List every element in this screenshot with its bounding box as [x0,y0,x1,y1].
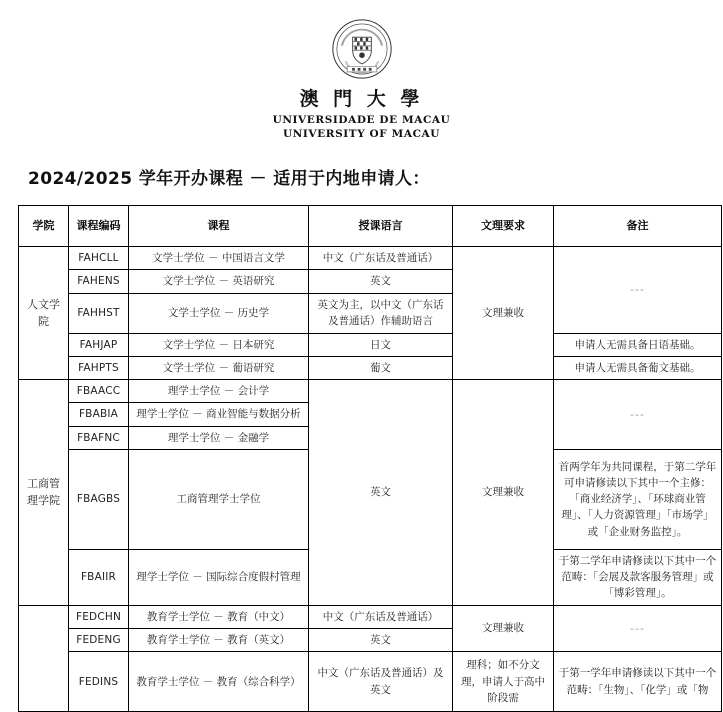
course-program: 教育学士学位 － 教育（中文） [129,605,309,628]
table-row [19,652,722,712]
table-row [19,605,722,628]
course-program: 文学士学位 － 葡语研究 [129,356,309,379]
column-header-requirement: 文理要求 [453,206,554,247]
course-remark: 于第二学年申请修读以下其中一个范畴：「会展及款客服务管理」或「博彩管理」。 [554,549,722,605]
column-header-code: 课程编码 [69,206,129,247]
course-table [18,205,722,712]
course-language: 中文（广东话及普通话）及英文 [309,652,453,712]
course-requirement: 文理兼收 [453,247,554,380]
course-program: 理学士学位 － 国际综合度假村管理 [129,549,309,605]
course-requirement: 文理兼收 [453,380,554,606]
page-title: 2024/2025 学年开办课程 － 适用于内地申请人： [28,169,430,189]
course-remark: 首两学年为共同课程，于第二学年可申请修读以下其中一个主修：「商业经济学」、「环球商业管理」、「人力资源管理」「市场学」或「企业财务监控」。 [554,449,722,549]
table-row [19,380,722,403]
course-code: FBAFNC [69,426,129,449]
course-program: 教育学士学位 － 教育（综合科学） [129,652,309,712]
table-row [19,356,722,379]
faculty-cell-education [19,605,69,712]
course-program: 文学士学位 － 日本研究 [129,333,309,356]
logo-english-name: UNIVERSITY OF MACAU [282,128,441,140]
table-header-row [19,206,722,247]
course-language: 日文 [309,333,453,356]
course-requirement: 理科；如不分文理，申请人于高中阶段需 [453,652,554,712]
course-code: FAHPTS [69,356,129,379]
course-language: 葡文 [309,356,453,379]
university-crest-icon [331,18,393,80]
course-language: 英文 [309,380,453,606]
course-code: FEDCHN [69,605,129,628]
course-code: FAHJAP [69,333,129,356]
table-row [19,333,722,356]
column-header-language: 授课语言 [309,206,453,247]
column-header-faculty: 学院 [19,206,69,247]
course-code: FAHENS [69,270,129,293]
course-program: 理学士学位 － 会计学 [129,380,309,403]
course-program: 教育学士学位 － 教育（英文） [129,628,309,651]
table-row [19,247,722,270]
course-language: 英文为主，以中文（广东话及普通话）作辅助语言 [309,293,453,333]
course-requirement: 文理兼收 [453,605,554,652]
faculty-cell-business: 工商管理学院 [19,380,69,606]
course-remark: --- [554,247,722,334]
course-program: 文学士学位 － 中国语言文学 [129,247,309,270]
course-language: 英文 [309,628,453,651]
course-remark: --- [554,605,722,652]
course-language: 中文（广东话及普通话） [309,605,453,628]
course-language: 中文（广东话及普通话） [309,247,453,270]
course-code: FAHCLL [69,247,129,270]
course-code: FEDINS [69,652,129,712]
course-remark: --- [554,380,722,450]
course-remark: 于第一学年申请修读以下其中一个范畴：「生物」、「化学」或「物 [554,652,722,712]
logo-chinese-name: 澳 門 大 學 [299,88,424,110]
faculty-cell-arts: 人文学院 [19,247,69,380]
course-remark: 申请人无需具备葡文基础。 [554,356,722,379]
course-program: 理学士学位 － 金融学 [129,426,309,449]
course-language: 英文 [309,270,453,293]
course-code: FBAGBS [69,449,129,549]
column-header-program: 课程 [129,206,309,247]
course-code: FBABIA [69,403,129,426]
course-code: FAHHST [69,293,129,333]
course-code: FBAIIR [69,549,129,605]
course-program: 理学士学位 － 商业智能与数据分析 [129,403,309,426]
logo-portuguese-name: UNIVERSIDADE DE MACAU [272,114,451,126]
course-remark: 申请人无需具备日语基础。 [554,333,722,356]
column-header-remark: 备注 [554,206,722,247]
course-table-container [18,205,721,712]
course-code: FBAACC [69,380,129,403]
course-program: 文学士学位 － 英语研究 [129,270,309,293]
course-program: 工商管理学士学位 [129,449,309,549]
course-program: 文学士学位 － 历史学 [129,293,309,333]
course-code: FEDENG [69,628,129,651]
university-logo-block [0,0,723,140]
